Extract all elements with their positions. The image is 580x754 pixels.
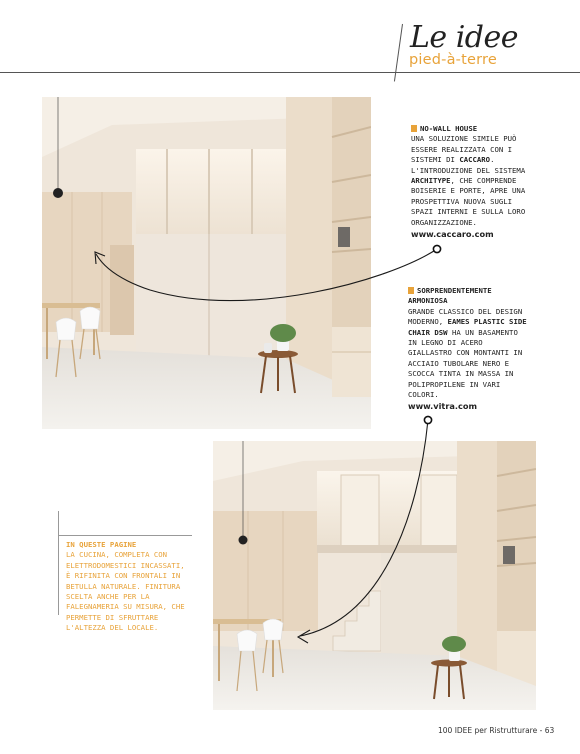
bullet-square bbox=[408, 287, 414, 294]
caption-in-queste-pagine bbox=[66, 540, 188, 634]
caption-text: UNA SOLUZIONE SIMILE PUÒ ESSERE REALIZZATA CON I SISTEMI DI bbox=[411, 134, 517, 165]
caption-text: GRANDE CLASSICO DEL DESIGN MODERNO, bbox=[408, 306, 523, 327]
caption-brand: CACCARO bbox=[459, 155, 491, 165]
caption-text: . L'INTRODUZIONE DEL SISTEMA bbox=[411, 155, 526, 175]
page-footer: 100 IDEE per Ristrutturare - 63 bbox=[438, 726, 555, 735]
caption-brand: EAMES PLASTIC SIDE CHAIR DSW bbox=[408, 317, 527, 337]
caption-title: IN QUESTE PAGINE bbox=[66, 540, 137, 549]
caption-text: LA CUCINA, COMPLETA CON ELETTRODOMESTICI INCASSATI, È RIFINITA CON FRONTALI IN BETULLA NATURALE. FINITURA SCELTA ANCHE PER LA FALEGNAMERIA SU MISURA, CHE PERMETTE DI SFRUTTARE L'ALTEZZA DEL LOCALE. bbox=[66, 550, 185, 633]
caption-frame-vertical bbox=[58, 511, 59, 615]
caption-text: HA UN BASAMENTO IN LEGNO DI ACERO GIALLASTRO CON MONTANTI IN ACCIAIO TUBOLARE NERO E SCOCCA TINTA IN MASSA IN POLIPROPILENE IN VARI COLORI. bbox=[408, 327, 523, 400]
header-rule bbox=[0, 72, 580, 73]
caption-url[interactable]: www.caccaro.com bbox=[411, 229, 494, 240]
section-title: Le idee bbox=[410, 20, 519, 55]
bullet-square bbox=[411, 125, 417, 132]
caption-frame-horizontal bbox=[58, 535, 192, 536]
caption-title: SORPRENDENTEMENTE ARMONIOSA bbox=[408, 286, 492, 306]
section-subtitle: pied-à-terre bbox=[409, 52, 497, 68]
caption-no-wall-house bbox=[411, 124, 529, 239]
interior-stair-photo bbox=[213, 441, 536, 710]
interior-loft-photo bbox=[42, 97, 371, 429]
caption-text: , CHE COMPRENDE BOISERIE E PORTE, APRE UNA PROSPETTIVA NUOVA SUGLI SPAZI INTERNI E SULLA LORO ORGANIZZAZIONE. bbox=[411, 176, 526, 227]
caption-url[interactable]: www.vitra.com bbox=[408, 401, 478, 412]
caption-title: NO-WALL HOUSE bbox=[420, 124, 478, 133]
caption-armoniosa bbox=[408, 286, 528, 412]
caption-brand: ARCHITYPE bbox=[411, 176, 451, 186]
